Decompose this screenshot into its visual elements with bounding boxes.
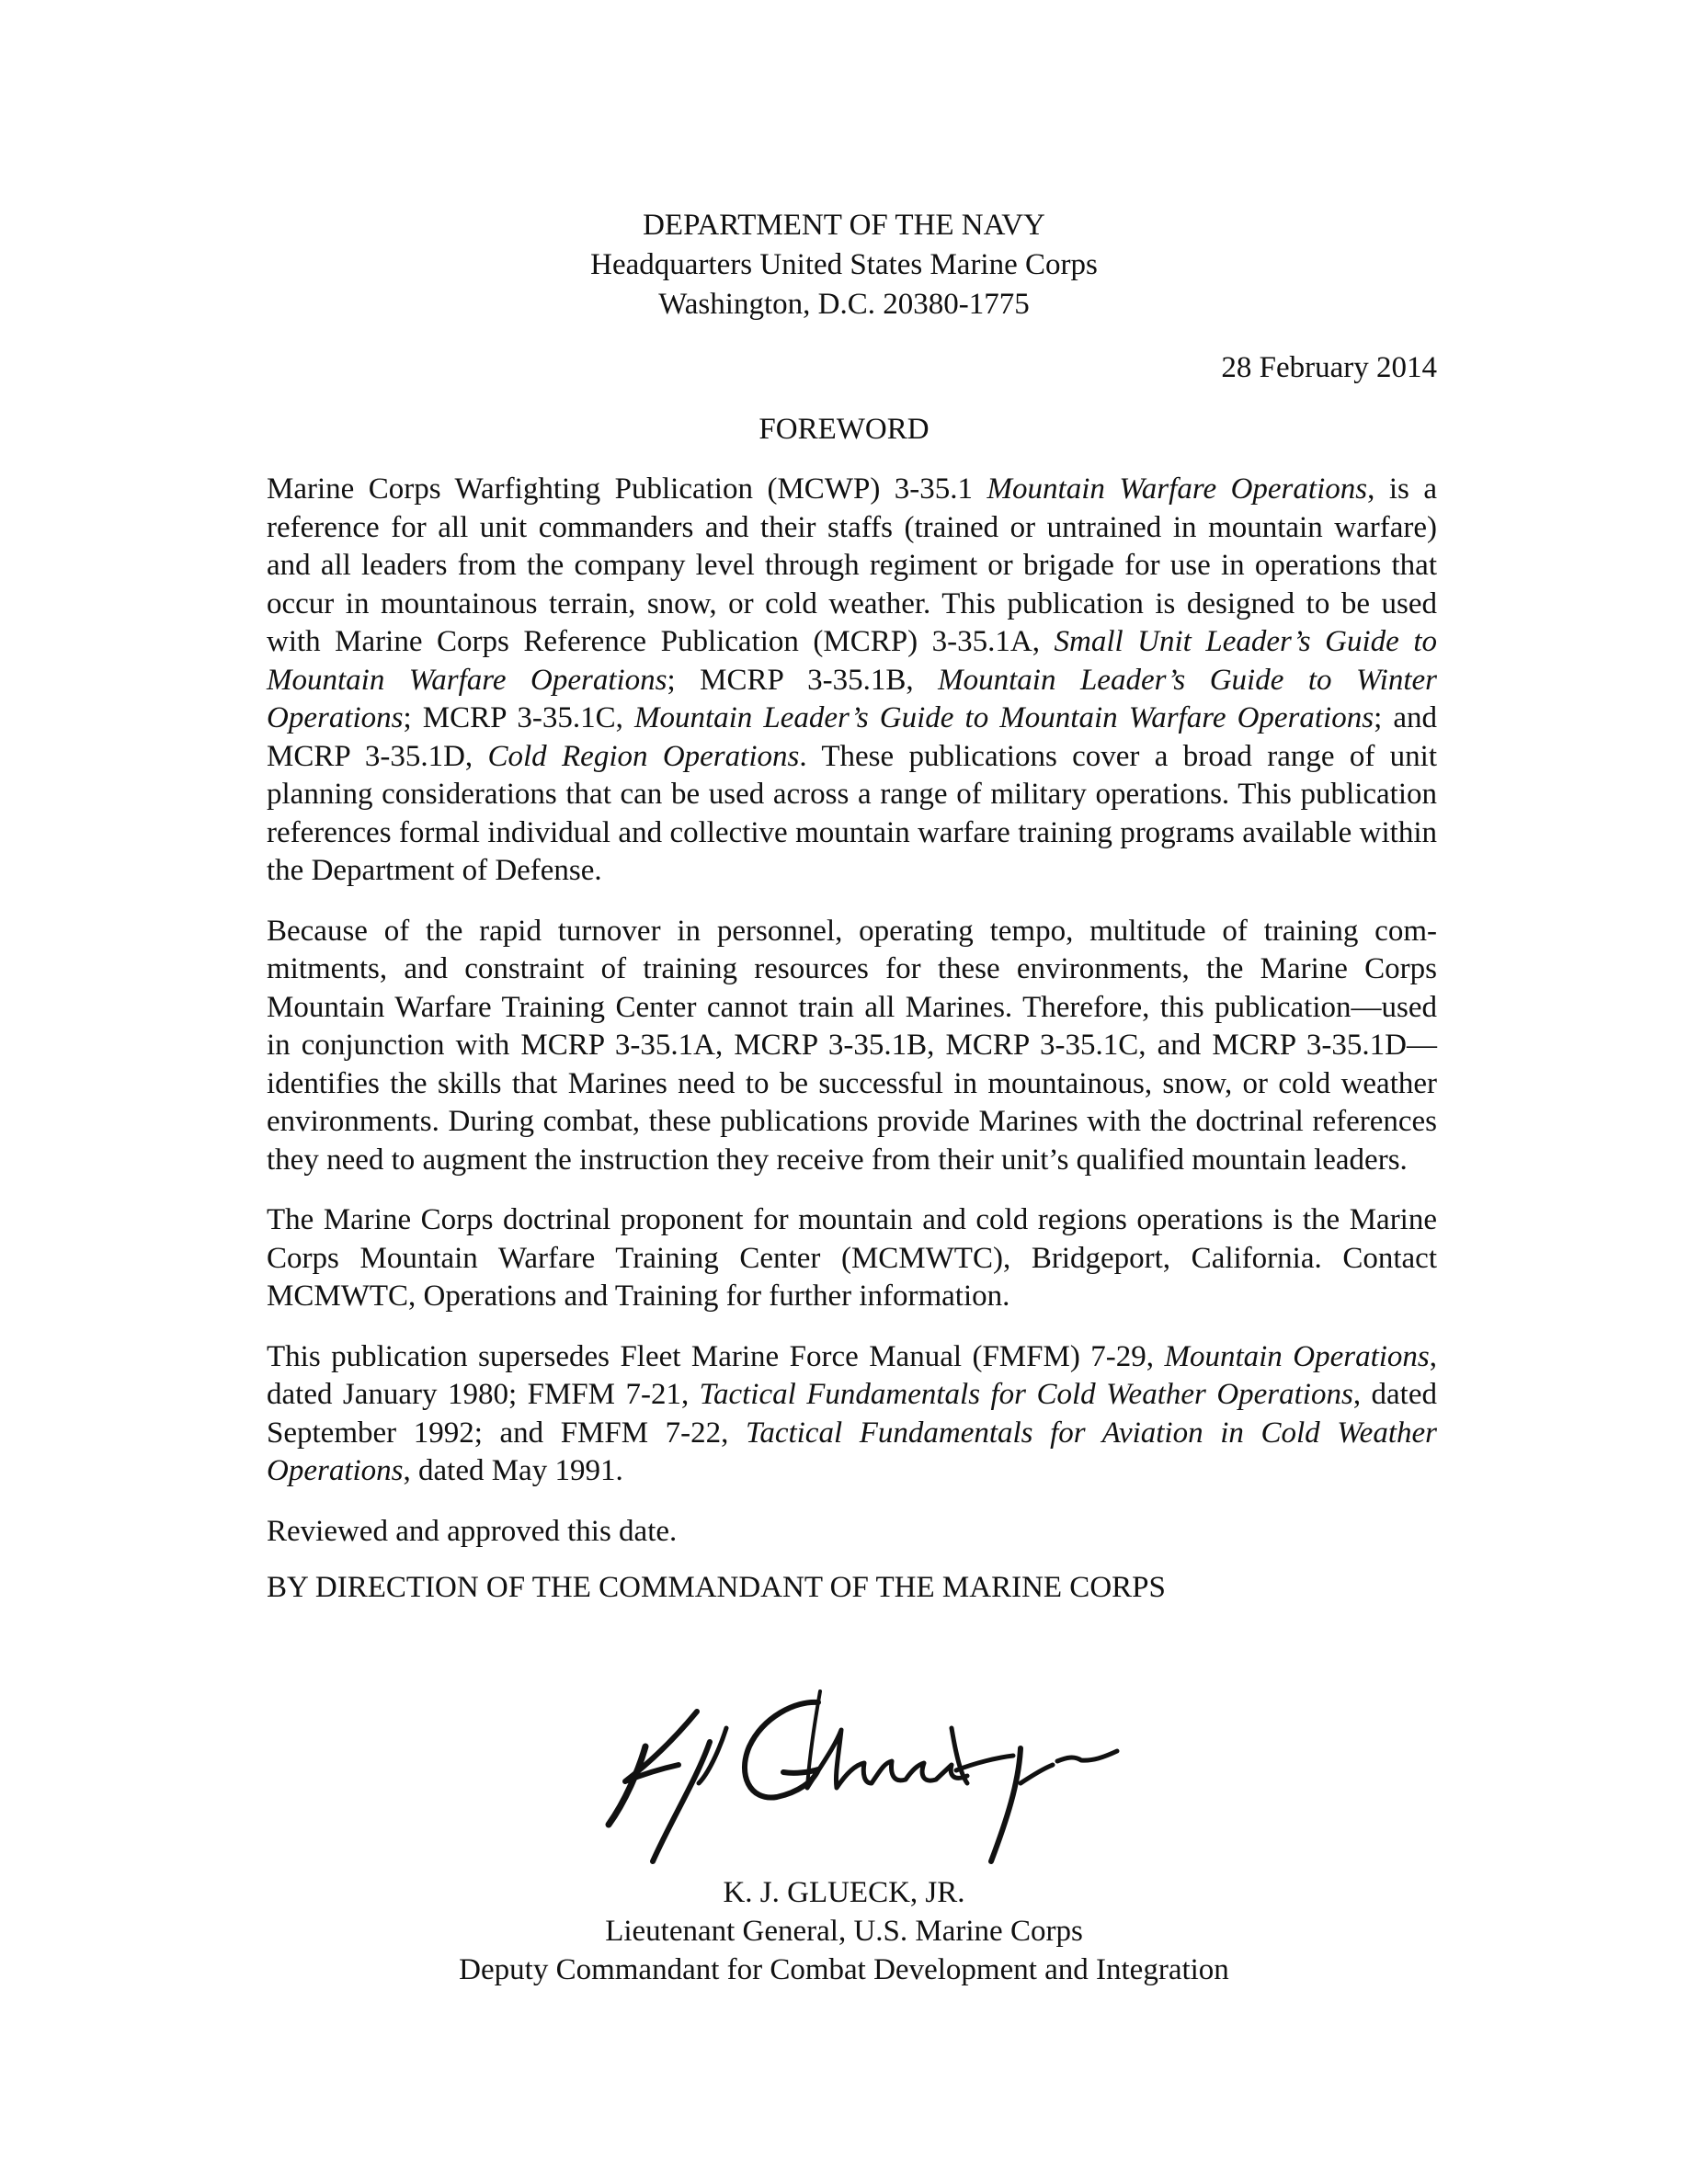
p4-title-mountain-ops: Mountain Operations	[1164, 1339, 1430, 1373]
p4-title-aviation: Tactical Fundamentals for Aviation in Cold Weather Operations	[267, 1416, 1437, 1487]
p1-text-a: Marine Corps Warfighting Publication (MCWP) 3-35.1	[267, 472, 987, 506]
p4-text-g: , dated May 1991.	[403, 1454, 623, 1487]
page-title: FOREWORD	[758, 413, 930, 446]
p1-text-k: . These publications cover a broad range of unit planning considerations that can be used across a range of military operations. This publication references formal individual and collective mountain warfare training programs available within the Department of Defense.	[267, 739, 1437, 887]
p1-text-c: , is a reference for all unit commanders and their staffs (trained or untrained in mountain warfare) and all leaders from the company level through regiment or brigade for use in operations that occur in mountainous terrain, snow, or cold weather. This publication is designed to be used with Marine Corps Reference Publication (MCRP) 3-35.1A,	[267, 472, 1437, 658]
signature-block	[0, 1873, 1688, 1989]
letterhead-headquarters: Headquarters United States Marine Corps	[590, 248, 1098, 281]
signer-position: Deputy Commandant for Combat Development and Integration	[459, 1953, 1229, 1986]
p1-title-mountain-leader: Mountain Leader’s Guide to Mountain Warfare Operations	[633, 701, 1374, 734]
signer-name: K. J. GLUECK, JR.	[723, 1876, 965, 1909]
p1-text-i: ; and MCRP 3-35.1D,	[267, 701, 1437, 773]
letterhead-department: DEPARTMENT OF THE NAVY	[643, 209, 1045, 242]
p4-text-e: , dated September 1992; and FMFM 7-22,	[267, 1378, 1437, 1450]
paragraph-supersedes	[267, 1338, 1437, 1491]
paragraph-proponent: The Marine Corps doctrinal proponent for mountain and cold regions operations is the Marine Corps Mountain Warfare Training Center (MCMWTC), Bridgeport, California. Contact MCMWTC, Operations and Training for further information.	[267, 1203, 1437, 1313]
paragraph-turnover: Because of the rapid turnover in personnel, operating tempo, multitude of training commitments, and constraint of training resources for these environments, the Marine Corps Mountain Warfare Training Center cannot train all Marines. Therefore, this publication—used in conjunction with MCRP 3-35.1A, MCRP 3-35.1B, MCRP 3-35.1C, and MCRP 3-35.1D—identifies the skills that Marines need to be successful in mountainous, snow, or cold weather environments. During combat, these publications provide Marines with the doctrinal references they need to augment the instruction they receive from their unit’s qualified mountain leaders.	[267, 914, 1437, 1177]
p1-title-cold-region: Cold Region Operations	[487, 739, 800, 773]
p4-text-c: , dated January 1980; FMFM 7-21,	[267, 1339, 1438, 1411]
paragraph-direction: BY DIRECTION OF THE COMMANDANT OF THE MARINE CORPS	[267, 1571, 1166, 1604]
p1-title-small-unit: Small Unit Leader’s Guide to Mountain Warfare Operations	[267, 625, 1437, 697]
p1-text-g: ; MCRP 3-35.1C,	[403, 701, 634, 734]
p1-title-winter: Mountain Leader’s Guide to Winter Operations	[267, 663, 1437, 734]
letterhead	[0, 206, 1688, 324]
handwritten-signature	[588, 1673, 1140, 1866]
p4-text-a: This publication supersedes Fleet Marine Force Manual (FMFM) 7-29,	[267, 1339, 1165, 1373]
p4-title-cold-weather: Tactical Fundamentals for Cold Weather Operations	[699, 1378, 1353, 1411]
p1-text-e: ; MCRP 3-35.1B,	[667, 663, 939, 697]
foreword-body	[267, 471, 1437, 1630]
paragraph-purpose	[267, 471, 1437, 891]
p1-title-mwo: Mountain Warfare Operations	[987, 472, 1368, 506]
paragraph-approval: Reviewed and approved this date.	[267, 1514, 678, 1548]
document-date: 28 February 2014	[1221, 351, 1437, 384]
signer-rank: Lieutenant General, U.S. Marine Corps	[605, 1915, 1083, 1948]
letterhead-address: Washington, D.C. 20380-1775	[658, 288, 1030, 321]
